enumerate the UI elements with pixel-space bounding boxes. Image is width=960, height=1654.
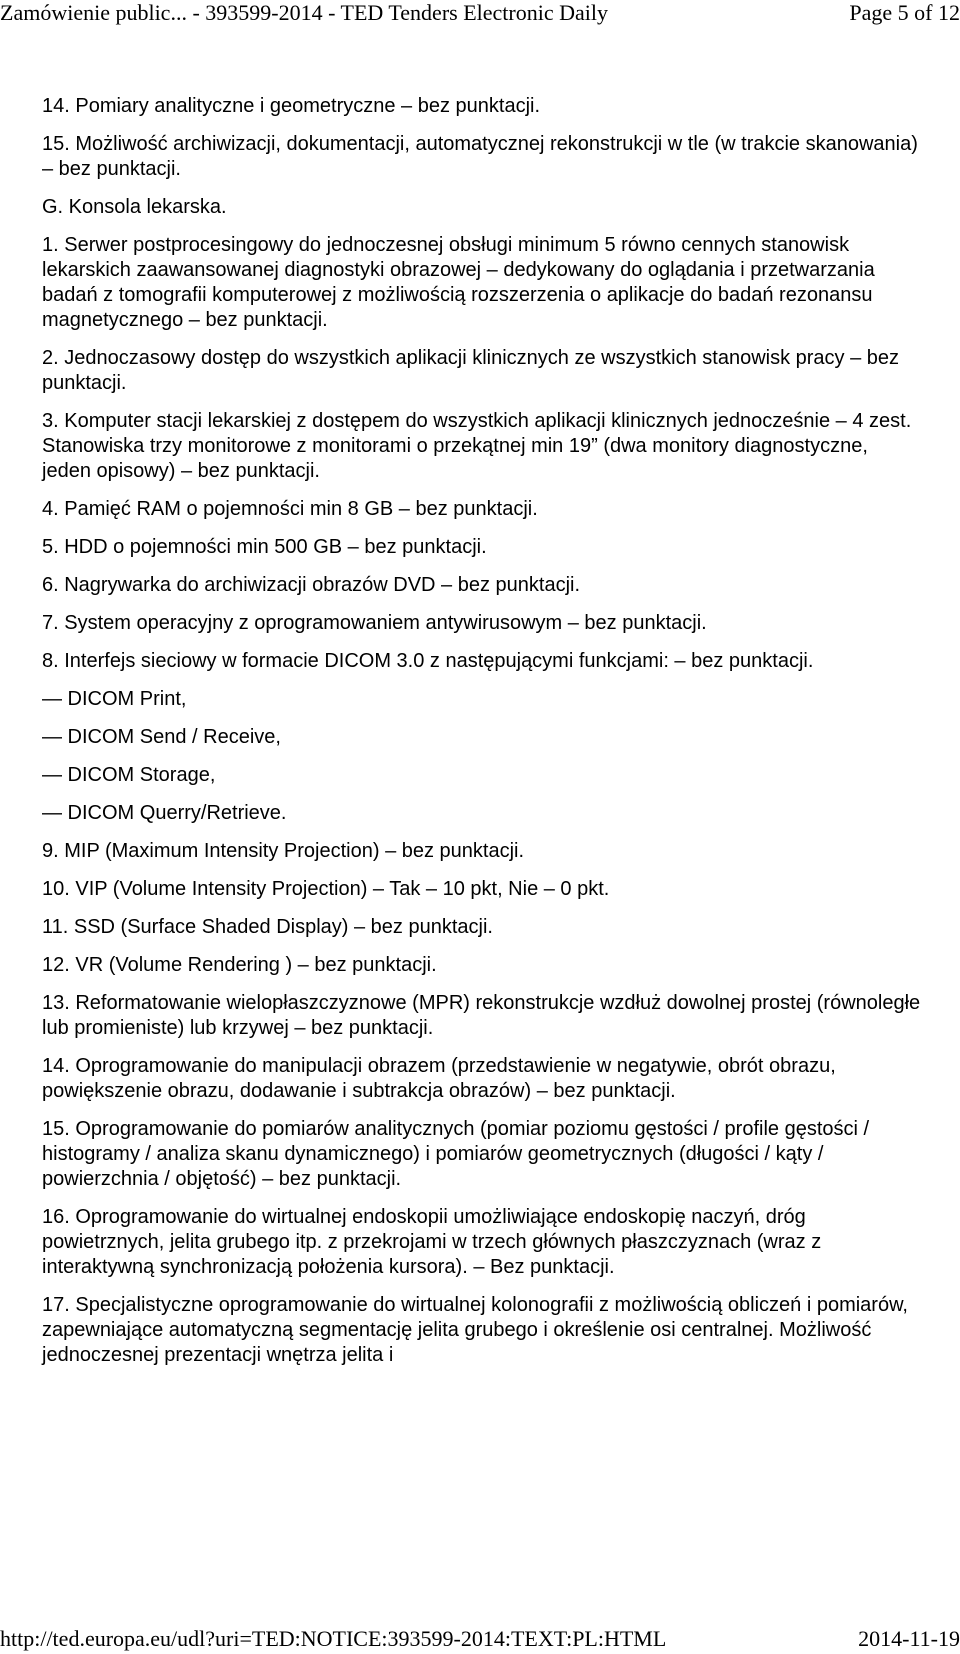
- paragraph: 2. Jednoczasowy dostęp do wszystkich aplikacji klinicznych ze wszystkich stanowisk pracy – bez punktacji.: [42, 347, 900, 394]
- page-number: Page 5 of 12: [849, 0, 960, 25]
- list-item: — DICOM Querry/Retrieve.: [42, 802, 287, 824]
- section-heading: G. Konsola lekarska.: [42, 196, 227, 218]
- paragraph: 4. Pamięć RAM o pojemności min 8 GB – bez punktacji.: [42, 498, 538, 520]
- paragraph: 7. System operacyjny z oprogramowaniem antywirusowym – bez punktacji.: [42, 612, 707, 634]
- print-date: 2014-11-19: [858, 1626, 960, 1651]
- list-item: — DICOM Storage,: [42, 764, 216, 786]
- paragraph: 9. MIP (Maximum Intensity Projection) – bez punktacji.: [42, 840, 525, 862]
- paragraph: 17. Specjalistyczne oprogramowanie do wirtualnej kolonografii z możliwością obliczeń i pomiarów, zapewniające automatyczną segmentację jelita grubego i określenie osi centralnej. Możliwość jednoczesnej prezentacji wnętrza jelita i: [42, 1294, 908, 1366]
- paragraph: 15. Możliwość archiwizacji, dokumentacji, automatycznej rekonstrukcji w tle (w trakcie skanowania) – bez punktacji.: [42, 133, 918, 180]
- document-body: [42, 94, 922, 1381]
- paragraph: 14. Pomiary analityczne i geometryczne – bez punktacji.: [42, 95, 541, 117]
- paragraph: 16. Oprogramowanie do wirtualnej endoskopii umożliwiające endoskopię naczyń, dróg powietrznych, jelita grubego itp. z przekrojami w trzech głównych płaszczyznach (wraz z interaktywną synchronizacją położenia kursora). – Bez punktacji.: [42, 1206, 822, 1278]
- source-url: http://ted.europa.eu/udl?uri=TED:NOTICE:393599-2014:TEXT:PL:HTML: [0, 1626, 667, 1651]
- paragraph: 6. Nagrywarka do archiwizacji obrazów DVD – bez punktacji.: [42, 574, 581, 596]
- paragraph: 8. Interfejs sieciowy w formacie DICOM 3.0 z następującymi funkcjami: – bez punktacji.: [42, 650, 814, 672]
- paragraph: 15. Oprogramowanie do pomiarów analitycznych (pomiar poziomu gęstości / profile gęstości / histogramy / analiza skanu dynamicznego) i pomiarów geometrycznych (długości / kąty / powierzchnia / objętość) – bez punktacji.: [42, 1118, 870, 1190]
- paragraph: 12. VR (Volume Rendering ) – bez punktacji.: [42, 954, 437, 976]
- paragraph: 1. Serwer postprocesingowy do jednoczesnej obsługi minimum 5 równo cennych stanowisk lekarskich zaawansowanej diagnostyki obrazowej – dedykowany do oglądania i przetwarzania badań z tomografii komputerowej z możliwością rozszerzenia o aplikacje do badań rezonansu magnetycznego – bez punktacji.: [42, 234, 875, 331]
- document-title: Zamówienie public... - 393599-2014 - TED Tenders Electronic Daily: [0, 0, 608, 25]
- list-item: — DICOM Print,: [42, 688, 187, 710]
- paragraph: 11. SSD (Surface Shaded Display) – bez punktacji.: [42, 916, 493, 938]
- paragraph: 14. Oprogramowanie do manipulacji obrazem (przedstawienie w negatywie, obrót obrazu, powiększenie obrazu, dodawanie i subtrakcja obrazów) – bez punktacji.: [42, 1055, 836, 1102]
- list-item: — DICOM Send / Receive,: [42, 726, 281, 748]
- paragraph: 3. Komputer stacji lekarskiej z dostępem do wszystkich aplikacji klinicznych jednocześnie – 4 zest. Stanowiska trzy monitorowe z monitorami o przekątnej min 19” (dwa monitory diagnostyczne, jeden opisowy) – bez punktacji.: [42, 410, 912, 482]
- paragraph: 10. VIP (Volume Intensity Projection) – Tak – 10 pkt, Nie – 0 pkt.: [42, 878, 610, 900]
- paragraph: 13. Reformatowanie wielopłaszczyznowe (MPR) rekonstrukcje wzdłuż dowolnej prostej (równoległe lub promieniste) lub krzywej – bez punktacji.: [42, 992, 921, 1039]
- paragraph: 5. HDD o pojemności min 500 GB – bez punktacji.: [42, 536, 487, 558]
